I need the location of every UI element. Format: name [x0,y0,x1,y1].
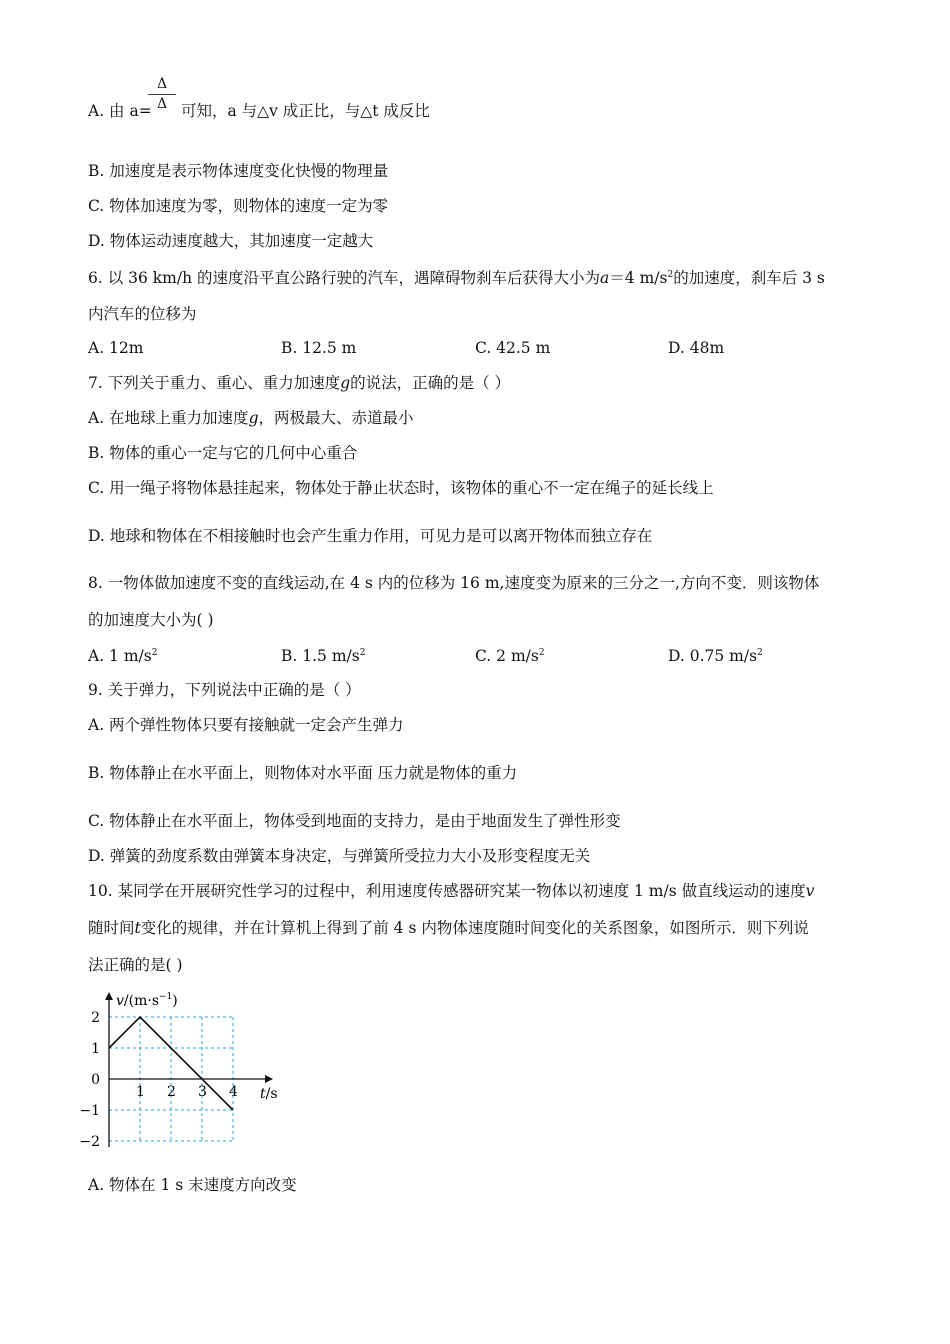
q6-stem-text-3: 的加速度，刹车后 3 s [673,269,825,287]
q6-stem-line1 [88,268,825,288]
y-tick-label-0: 2 [91,1010,100,1026]
q7-option-b: B. 物体的重心一定与它的几何中心重合 [88,444,358,462]
x-tick-label-2: 2 [167,1084,176,1100]
q6-option-a: A. 12m [88,339,144,357]
q8-option-b-text: B. 1.5 m/s [281,647,360,665]
q6-option-c: C. 42.5 m [475,339,551,357]
q9-option-a: A. 两个弹性物体只要有接触就一定会产生弹力 [88,716,404,734]
y-axis-label-close: ) [172,993,178,1009]
q10-stem-text-2: 随时间 [88,919,135,937]
q5-option-a-suffix: 可知，a 与△v 成正比，与△t 成反比 [181,102,430,120]
q8-option-a [88,646,157,666]
q7-option-a-var-g: g [248,409,259,427]
x-tick-label-1: 1 [136,1084,145,1100]
y-tick-label-4: −2 [79,1134,100,1150]
q6-stem-text-1: 6. 以 36 km/h 的速度沿平直公路行驶的汽车，遇障碍物刹车后获得大小为 [88,269,601,287]
q9-stem: 9. 关于弹力，下列说法中正确的是（ ） [88,681,361,699]
q10-stem-text-3: 变化的规律，并在计算机上得到了前 4 s 内物体速度随时间变化的关系图象，如图所示．则下列说 [140,919,809,937]
q9-option-c: C. 物体静止在水平面上，物体受到地面的支持力，是由于地面发生了弹性形变 [88,812,621,830]
q7-option-a-text-1: A. 在地球上重力加速度 [88,409,249,427]
q5-fraction [148,76,176,112]
x-tick-labels [136,1084,238,1100]
y-axis-label [116,992,178,1009]
q7-option-d: D. 地球和物体在不相接触时也会产生重力作用，可见力是可以离开物体而独立存在 [88,527,653,545]
q6-option-b: B. 12.5 m [281,339,357,357]
q5-fraction-numerator: Δ [156,76,168,92]
vt-graph [78,982,300,1152]
q8-option-c-text: C. 2 m/s [475,647,539,665]
q6-stem-line2: 内汽车的位移为 [88,305,197,323]
q6-sup-2: 2 [667,270,674,280]
q8-stem-line2: 的加速度大小为( ) [88,611,214,629]
q5-option-d: D. 物体运动速度越大，其加速度一定越大 [88,232,374,250]
q10-var-v: v [805,882,815,900]
x-tick-label-3: 3 [198,1084,207,1100]
q10-stem-line2 [88,918,809,938]
q7-option-a-text-2: ，两极最大、赤道最小 [258,409,414,427]
q10-stem-text-1: 10. 某同学在开展研究性学习的过程中，利用速度传感器研究某一物体以初速度 1 m/s 做直线运动的速度 [88,882,806,900]
q10-stem-line3: 法正确的是( ) [88,956,183,974]
q7-stem-text-2: 的说法，正确的是（ ） [350,374,511,392]
q8-option-b [281,646,365,666]
y-axis-label-exp: −1 [159,992,173,1002]
q7-option-c: C. 用一绳子将物体悬挂起来，物体处于静止状态时，该物体的重心不一定在绳子的延长线上 [88,479,714,497]
q9-option-d: D. 弹簧的劲度系数由弹簧本身决定，与弹簧所受拉力大小及形变程度无关 [88,847,591,865]
q8-stem-line1: 8. 一物体做加速度不变的直线运动,在 4 s 内的位移为 16 m,速度变为原来的三分之一,方向不变．则该物体 [88,574,820,592]
q8-option-c-sup: 2 [538,648,545,658]
q8-option-b-sup: 2 [359,648,366,658]
y-tick-label-1: 1 [91,1041,100,1057]
q5-option-b: B. 加速度是表示物体速度变化快慢的物理量 [88,162,389,180]
q8-option-a-sup: 2 [151,648,158,658]
q7-option-a [88,408,414,428]
q5-fraction-bar [148,94,176,95]
y-tick-label-3: −1 [79,1103,100,1119]
q7-stem-text-1: 7. 下列关于重力、重心、重力加速度 [88,374,341,392]
q10-option-a: A. 物体在 1 s 末速度方向改变 [88,1176,297,1194]
q9-option-b: B. 物体静止在水平面上，则物体对水平面 压力就是物体的重力 [88,764,518,782]
q5-option-a-prefix: A. 由 a= [88,102,152,120]
q10-var-t: t [134,919,141,937]
q5-fraction-denominator: Δ [156,96,168,112]
y-tick-labels [79,1010,100,1150]
q7-stem [88,373,510,393]
q5-option-c: C. 物体加速度为零，则物体的速度一定为零 [88,197,389,215]
y-tick-label-2: 0 [91,1072,100,1088]
q8-option-c [475,646,545,666]
q8-option-d [668,646,763,666]
q6-option-d: D. 48m [668,339,725,357]
y-axis-label-var: v [116,993,124,1009]
x-axis-label-var: t [260,1086,266,1102]
x-axis-label-unit: /s [265,1086,278,1102]
q8-option-d-text: D. 0.75 m/s [668,647,758,665]
x-axis-label [260,1086,278,1102]
q10-stem-line1 [88,881,814,901]
q6-var-a: a [600,269,610,287]
q8-option-a-text: A. 1 m/s [88,647,152,665]
q8-option-d-sup: 2 [757,648,763,658]
q6-stem-text-2: ＝4 m/s [609,269,668,287]
x-tick-label-4: 4 [229,1084,238,1100]
y-axis-label-unit: /(m·s [123,993,160,1009]
q7-var-g: g [340,374,351,392]
